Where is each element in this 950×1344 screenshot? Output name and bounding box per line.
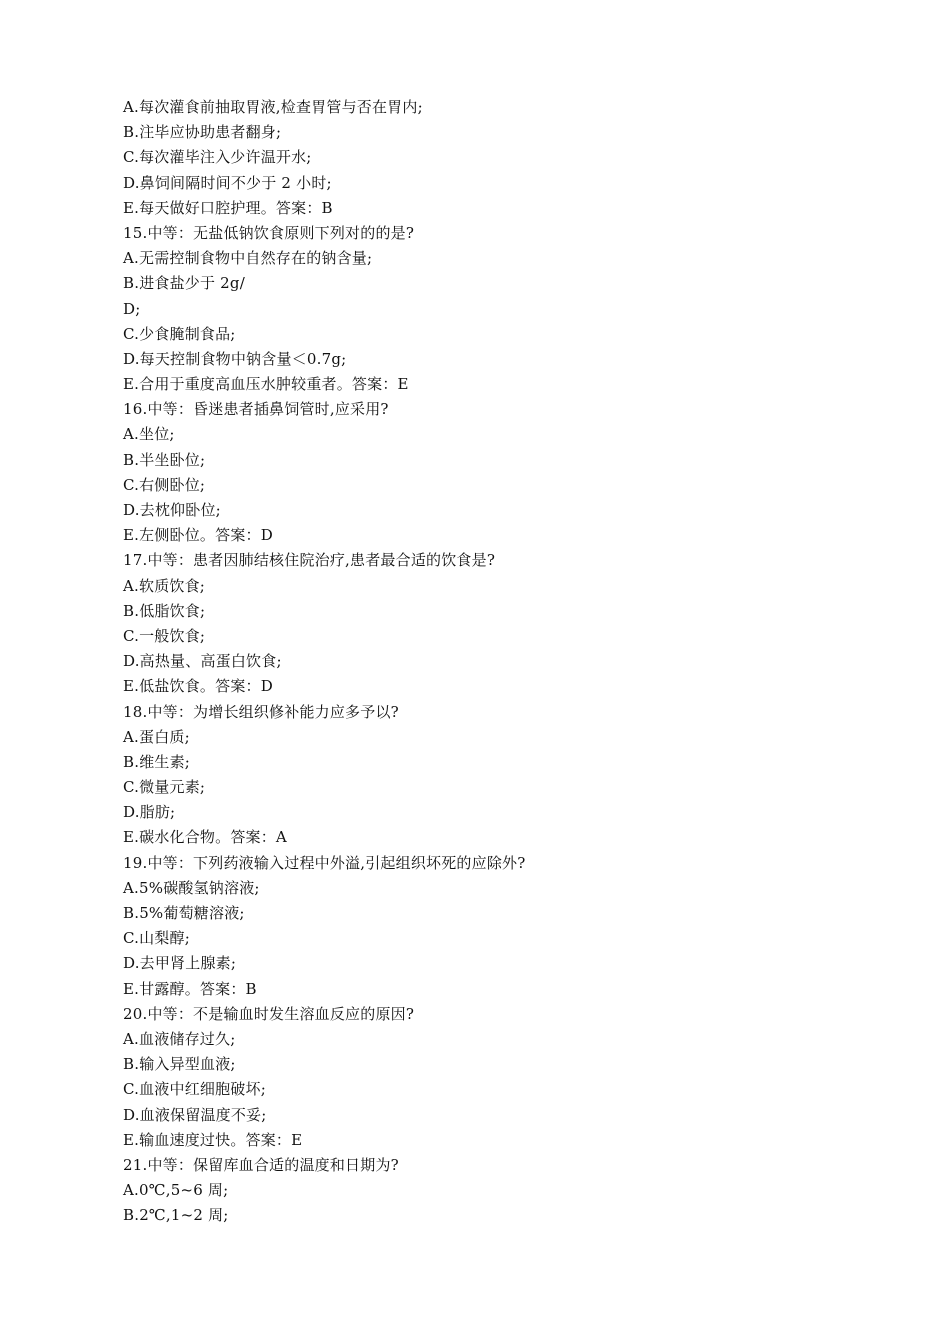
text-line: B.低脂饮食; [123, 601, 206, 620]
text-line: D; [123, 299, 141, 318]
text-line: E.输血速度过快。答案：E [123, 1130, 303, 1149]
text-line: C.一般饮食; [123, 626, 206, 645]
question-line: 16.中等：昏迷患者插鼻饲管时,应采用? [123, 400, 389, 419]
text-line: D.去甲肾上腺素; [123, 954, 237, 973]
text-line: B.注毕应协助患者翻身; [123, 123, 282, 142]
text-line: E.每天做好口腔护理。答案：B [123, 198, 333, 217]
text-line: D.高热量、高蛋白饮食; [123, 652, 282, 671]
question-line: 18.中等：为增长组织修补能力应多予以? [123, 702, 399, 721]
text-line: B.输入异型血液; [123, 1055, 236, 1074]
text-line: A.每次灌食前抽取胃液,检查胃管与否在胃内; [123, 98, 423, 116]
question-line: 17.中等：患者因肺结核住院治疗,患者最合适的饮食是? [123, 551, 496, 570]
text-line: A.蛋白质; [123, 727, 190, 746]
text-line: C.山梨醇; [123, 929, 190, 948]
text-line: E.合用于重度高血压水肿较重者。答案：E [123, 375, 409, 394]
text-line: D.脂肪; [123, 803, 176, 822]
text-line: A.软质饮食; [123, 576, 206, 595]
text-line: E.低盐饮食。答案：D [123, 677, 273, 696]
text-line: E.碳水化合物。答案：A [123, 828, 287, 847]
text-line: E.左侧卧位。答案：D [123, 526, 273, 545]
question-line: 21.中等：保留库血合适的温度和日期为? [123, 1155, 399, 1174]
text-line: B.5%葡萄糖溶液; [123, 904, 245, 922]
text-line: B.半坐卧位; [123, 450, 206, 469]
document-body [123, 95, 843, 1228]
text-line: C.右侧卧位; [123, 475, 206, 494]
text-line: D.去枕仰卧位; [123, 501, 221, 519]
question-line: 15.中等：无盐低钠饮食原则下列对的的是? [123, 223, 415, 242]
text-line: A.无需控制食物中自然存在的钠含量; [123, 249, 373, 268]
text-line: A.血液储存过久; [123, 1029, 236, 1048]
text-line: C.每次灌毕注入少许温开水; [123, 148, 312, 167]
text-line: C.少食腌制食品; [123, 324, 236, 343]
question-line: 19.中等：下列药液输入过程中外溢,引起组织坏死的应除外? [123, 853, 526, 872]
text-line: B.维生素; [123, 752, 191, 771]
question-line: 20.中等：不是输血时发生溶血反应的原因? [123, 1004, 415, 1023]
text-line: D.鼻饲间隔时间不少于 2 小时; [123, 173, 332, 192]
text-line: A.0℃,5~6 周; [123, 1181, 229, 1200]
text-line: D.每天控制食物中钠含量＜0.7g; [123, 349, 347, 368]
text-line: C.血液中红细胞破坏; [123, 1080, 266, 1099]
text-line: D.血液保留温度不妥; [123, 1105, 267, 1124]
text-line: E.甘露醇。答案：B [123, 979, 257, 998]
text-line: B.2℃,1~2 周; [123, 1206, 229, 1225]
text-line: B.进食盐少于 2g/ [123, 274, 245, 293]
text-line: A.5%碳酸氢钠溶液; [123, 878, 260, 897]
text-line: A.坐位; [123, 425, 175, 444]
text-line: C.微量元素; [123, 778, 206, 797]
